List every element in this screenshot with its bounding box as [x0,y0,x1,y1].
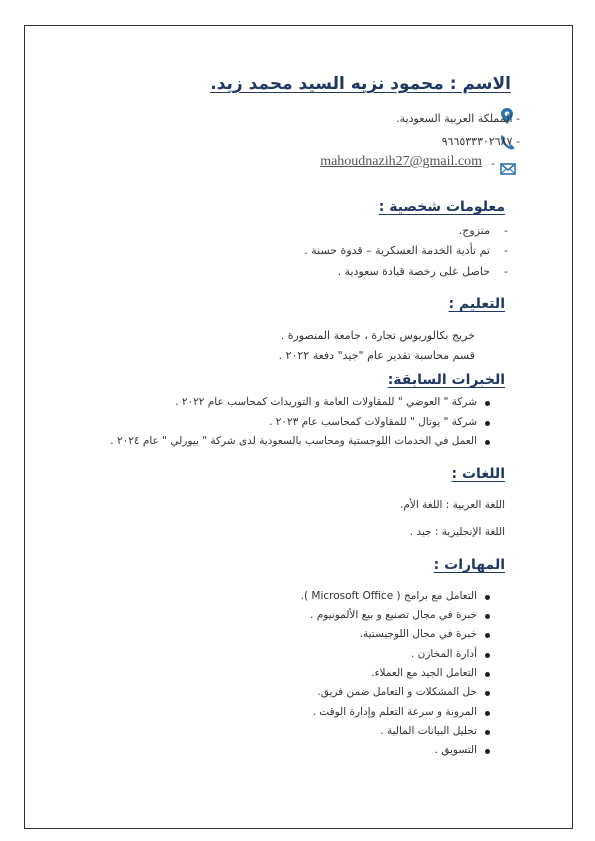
experience-item [269,416,477,428]
envelope-icon [500,160,516,178]
personal-item [304,244,508,257]
language-line: اللغة العربية : اللغة الأم. [400,499,505,511]
personal-item-text: حاصل على رخصة قيادة سعودية . [337,265,490,278]
skill-item-text: حل المشكلات و التعامل ضمن فريق. [317,686,477,698]
personal-item [337,265,508,278]
contact-location: - المملكة العربية السعودية. [396,112,520,125]
experience-item [110,435,477,447]
skill-item-text: أدارة المخازن . [410,648,477,660]
bullet-icon [485,653,490,658]
bullet-icon [485,401,490,406]
skill-item-text: التعامل مع برامج ( Microsoft Office ). [300,590,477,602]
experience-item-text: العمل في الخدمات اللوجستية ومحاسب بالسعودية لدى شركة " بيورلي " عام ٢٠٢٤ . [110,435,477,447]
dash-marker: - [504,265,508,278]
experience-item-text: شركة " يوتال " للمقاولات كمحاسب عام ٢٠٢٣ . [269,416,477,428]
skill-item [310,609,477,621]
bullet-icon [485,595,490,600]
contact-email-dash: - [491,157,495,170]
skill-item [313,706,477,718]
skill-item-text: خبرة في مجال اللوجيستية. [359,628,477,640]
personal-item [458,224,508,237]
experience-item [175,396,477,408]
bullet-icon [485,440,490,445]
personal-item-text: تم تأدية الخدمة العسكرية – قدوة حسنة . [304,244,490,257]
skill-item [301,590,477,602]
skill-item [317,686,477,698]
page-title: الاسم : محمود نزيه السيد محمد زيد. [210,74,511,94]
contact-email-link[interactable]: mahoudnazih27@gmail.com [320,154,482,169]
skill-item-text: المرونة و سرعة التعلم وإدارة الوقت . [312,706,477,718]
language-line: اللغة الإنجليزية : جيد . [409,526,505,538]
bullet-icon [485,749,490,754]
skill-item [360,628,477,640]
personal-info-heading: معلومات شخصية : [378,199,505,215]
education-line: قسم محاسبة تقدير عام "جيد" دفعة ٢٠٢٢ . [278,349,475,362]
skill-item [380,725,477,737]
bullet-icon [485,614,490,619]
languages-heading: اللغات : [451,466,505,482]
skill-item-text: التعامل الجيد مع العملاء. [371,667,477,679]
bullet-icon [485,672,490,677]
skill-item-text: خبرة في مجال تصنيع و بيع الألمونيوم . [310,609,477,621]
personal-item-text: متزوج. [458,224,490,237]
skill-item-text: تحليل البيانات المالية . [380,725,477,737]
experience-item-text: شركة " العوضي " للمقاولات العامة و التوريدات كمحاسب عام ٢٠٢٢ . [175,396,477,408]
contact-phone: - ٩٦٦٥٣٣٣٠٢٦٨٧ [441,135,520,148]
skills-heading: المهارات : [433,557,505,573]
education-line: خريج بكالوريوس تجارة ، جامعة المنصورة . [280,329,475,342]
dash-marker: - [504,224,508,237]
skill-item [435,744,477,756]
bullet-icon [485,730,490,735]
experience-heading: الخبرات السابقة: [387,372,505,388]
skill-item-text: التسويق . [434,744,477,756]
bullet-icon [485,421,490,426]
bullet-icon [485,711,490,716]
bullet-icon [485,691,490,696]
dash-marker: - [504,244,508,257]
skill-item [371,667,477,679]
education-heading: التعليم : [448,296,505,312]
bullet-icon [485,633,490,638]
skill-item [411,648,477,660]
